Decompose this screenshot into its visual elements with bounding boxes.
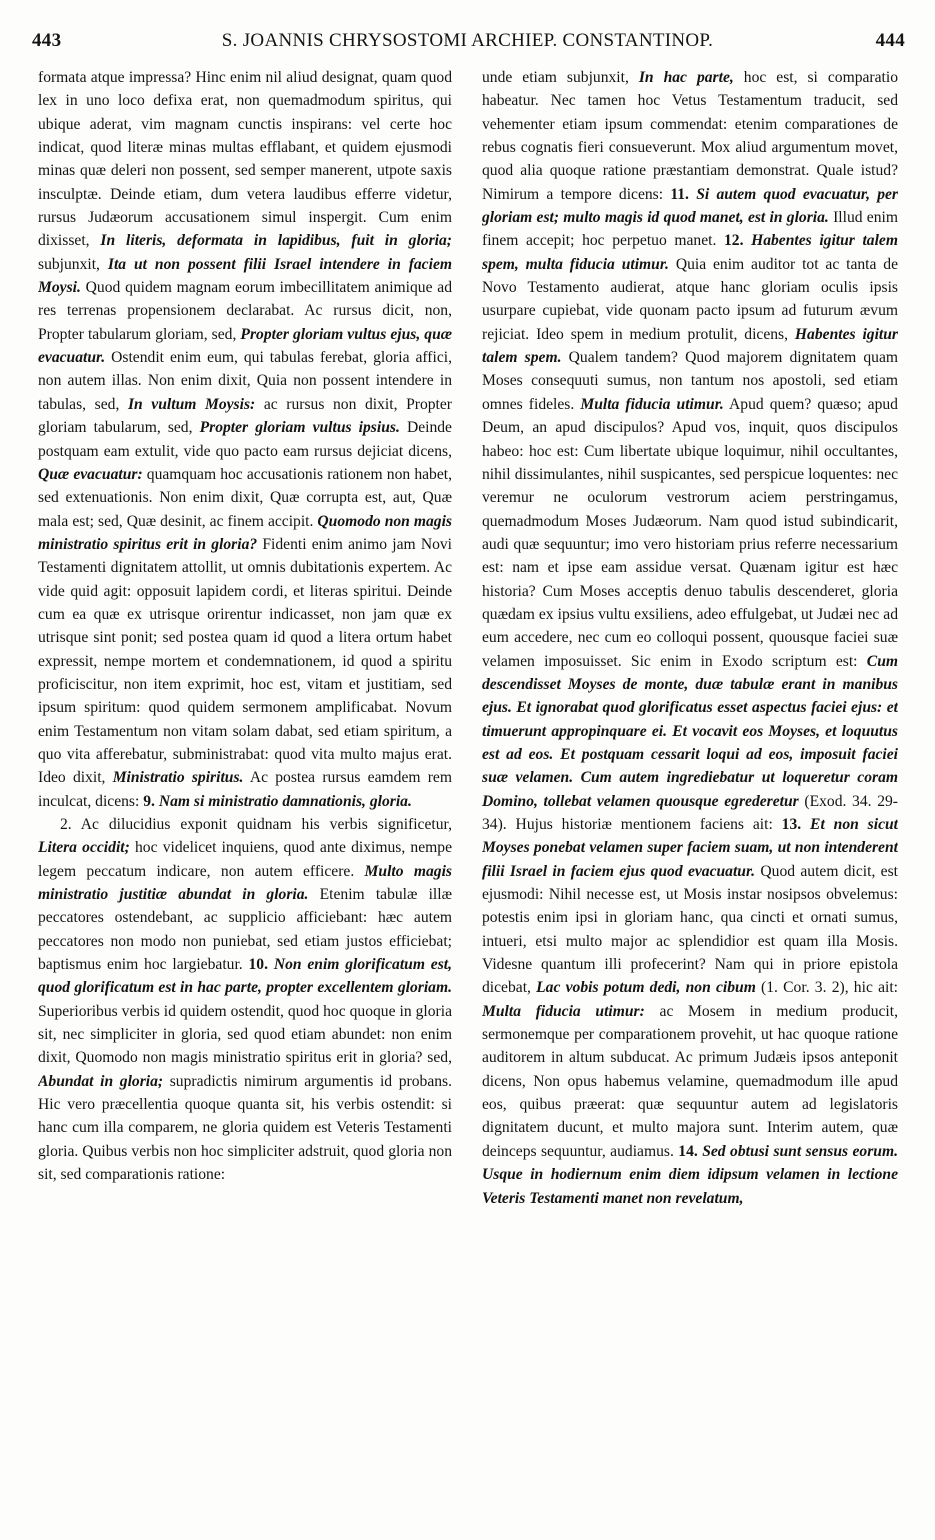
page-number-right: 444 — [875, 30, 905, 51]
body-text: ac rursus non dixit, Propter gloriam tabularum, sed, — [38, 395, 452, 437]
verse-number: 13. — [781, 816, 802, 833]
scripture-quote: In vultum Moysis: — [127, 395, 256, 413]
scripture-quote: Sed obtusi sunt sensus eorum. Usque in hodiernum enim diem idipsum velamen in lectione Veteris Testamenti manet non revelatum, — [482, 1142, 898, 1207]
body-text: supradictis nimirum argumentis id probans. Hic vero præcellentia quoque quanta sit, his verbis ostendit: si hanc cum illa comparem, ne gloria quidem est Veteris Testamenti gloria. Quibus verbis non hoc simpliciter adstruit, quod gloria non sit, sed comparationis ratione: — [38, 1072, 452, 1184]
running-title: S. JOANNIS CHRYSOSTOMI ARCHIEP. CONSTANTINOP. — [221, 30, 714, 51]
body-text: quamquam hoc accusationis rationem non habet, sed extenuationis. Non enim dixit, Quæ corrupta est, aut, Quæ mala est; sed, Quæ desinit, ac finem accipit. — [38, 465, 452, 530]
scripture-quote: Lac vobis potum dedi, non cibum — [536, 979, 756, 997]
scripture-quote: In hac parte, — [638, 69, 734, 86]
paragraph-3 — [482, 66, 898, 1210]
scripture-quote: Quæ evacuatur: — [38, 465, 143, 483]
body-text: unde etiam subjunxit, — [482, 69, 639, 86]
running-header — [28, 30, 907, 60]
scripture-quote: Ita ut non possent filii Israel intendere in faciem Moysi. — [38, 255, 452, 297]
scripture-quote: Multa fiducia utimur. — [580, 395, 724, 413]
left-column — [38, 66, 452, 1536]
scripture-quote: Quomodo non magis ministratio spiritus erit in gloria? — [38, 512, 452, 553]
body-text: Illud enim finem accepit; hoc perpetuo manet. — [482, 209, 898, 250]
verse-number: 9. — [143, 792, 155, 810]
body-text: Etenim tabulæ illæ peccatores ostendebant, ac supplicio afficiebant: hæc autem peccatores non modo non puniebat, sed etiam justos efficiebat; baptismus enim hoc largiebatur. — [38, 886, 452, 974]
body-text: Apud quem? quæso; apud Deum, an apud discipulos? Apud vos, inquit, quos discipulos habeo: hoc est: Cum libertate ubique loquimur, nihil occultantes, nihil dissimulantes, nihil suspicantes, sed perspicue loquentes: nec veremur ne oculorum vestrorum aciem perstringamus, quemadmodum Moses Judæorum. Nam quod istud subindicarit, audi quæ sequuntur; imo vero historiam prius referre necessarium est: nam et ipse eam assidue versat. Quænam igitur est hæc historia? Cum Moses acceptis denuo tabulis descenderet, gloria quædam ex ipsius vultu exsiliens, adeo effulgebat, ut Judæi nec ad eum accedere, nec cum eo colloqui possent, quousque faciei suæ velamen imposuisset. Sic enim in Exodo scriptum est: — [482, 395, 898, 670]
scripture-quote: Nam si ministratio damnationis, gloria. — [158, 792, 412, 810]
body-text: Quod quidem magnam eorum imbecillitatem animique ad res terrenas propensionem declarabat. Ac rursus dicit, non, Propter tabularum gloriam, sed, — [38, 279, 452, 343]
scripture-quote: Ministratio spiritus. — [112, 769, 244, 787]
scripture-quote: Et non sicut Moyses ponebat velamen super faciem suam, ut non intenderent filii Israel in faciem ejus quod evacuatur. — [482, 816, 898, 880]
body-text: Ac postea rursus eamdem rem inculcat, dicens: — [38, 769, 452, 810]
scripture-quote: Cum descendisset Moyses de monte, duæ tabulæ erant in manibus ejus. Et ignorabat quod glorificatus esset aspectus faciei ejus: et timuerunt appropinquare ei. Et vocavit eos Moyses, et loquutus est ad eos. Et postquam cessarit loqui ad eos, imposuit faciei suæ velamen. Cum autem ingrediebatur ut loqueretur coram Domino, tollebat velamen quousque egrederetur — [482, 652, 898, 810]
scripture-quote: Habentes igitur talem spem. — [482, 325, 898, 367]
scripture-quote: Si autem quod evacuatur, per gloriam est; multo magis id quod manet, est in gloria. — [482, 185, 898, 227]
body-text: Quia enim auditor tot ac tanta de Novo Testamento audierat, atque hanc gloriam oculis ipsis usurpare cupiebat, vide quonam pacto ipsum ad futurum ævum rejiciat. Ideo spem in medium protulit, dicens, — [482, 255, 898, 343]
body-text: (Exod. 34. 29-34). Hujus historiæ mentionem faciens ait: — [482, 792, 898, 833]
body-text: formata atque impressa? Hinc enim nil aliud designat, quam quod lex in uno loco defixa erat, non quemadmodum spiritus, qui ubique aderat, vim magnam cunctis inspirans: vel certe hoc indicat, quod literæ minas multas efflabant, et quidem ejusmodi minas quæ deleri non possent, sed semper manerent, utpote saxis insculptæ. Deinde etiam, dum vetera laudibus efferre videtur, rursus Judæorum accusationem simul inspergit. Cum enim dixisset, — [38, 69, 452, 250]
verse-number: 11. — [670, 185, 689, 203]
body-text: 2. Ac dilucidius exponit quidnam his verbis significetur, — [60, 816, 452, 833]
scripture-quote: Multo magis ministratio justitiæ abundat in gloria. — [38, 862, 452, 904]
verse-number: 12. — [723, 232, 744, 250]
verse-number: 14. — [678, 1142, 698, 1160]
scripture-quote: Multa fiducia utimur: — [482, 1002, 645, 1020]
body-text: ac Mosem in medium producit, sermonemque per comparationem provehit, ut hac quoque ratione auditorem in altum subducat. Ac primum Judæis ipsos anteponit dicens, Non opus habemus velamine, quemadmodum ille apud eos, quibus præerat: quæ sequuntur autem ad legislatoris dignitatem ducunt, et multo majora sunt. Interim autem, quæ deinceps sequuntur, audiamus. — [482, 1002, 898, 1160]
scripture-quote: In literis, deformata in lapidibus, fuit in gloria; — [100, 232, 452, 250]
paragraph-2 — [38, 813, 452, 1187]
body-text: Fidenti enim animo jam Novi Testamenti dignitatem attollit, ut omnis dubitationis expertem. Ac vide quid agit: opposuit lapidem cordi, et literas spiritui. Deinde cum ea quæ ex utrisque orirentur indicasset, non jam quæ ex utrisque sint ponit; sed postea quam id quod a litera ortum habet expressit, nempe mortem et condemnationem, id quod a spiritu proficiscitur, non item exprimit, hoc est, vitam et justitiam, sed ipsum spiritum: quod quidem sermonem amplificabat. Novum enim Testamentum non vitam solam dabat, sed etiam spiritum, a quo vita afferebatur, subministrabat: quod vita multo majus erat. Ideo dixit, — [38, 535, 452, 787]
verse-number: 10. — [248, 956, 268, 974]
body-text: Deinde postquam eam extulit, vide quo pacto eam rursus dejiciat dicens, — [38, 419, 452, 460]
body-text: hoc videlicet inquiens, quod ante diximus, nempe legem peccatum indicare, non autem efficere. — [38, 839, 452, 880]
page-number-left: 443 — [32, 30, 62, 51]
body-text: hoc est, si comparatio habeatur. Nec tamen hoc Vetus Testamentum traducit, sed vehementer etiam ipsum commendat: etenim comparationes de rebus cognatis fieri consueverunt. Mox aliud argumentum movet, quod alia quoque ratione præstantiam demonstrat. Quale istud? Nimirum a tempore dicens: — [482, 69, 898, 203]
body-text: Ostendit enim eum, qui tabulas ferebat, gloria affici, non autem illas. Non enim dixit, Quia non possent intendere in tabulas, sed, — [38, 349, 452, 413]
right-column — [482, 66, 898, 1536]
scripture-quote: Habentes igitur talem spem, multa fiducia utimur. — [482, 232, 898, 273]
scripture-quote: Propter gloriam vultus ejus, quæ evacuatur. — [38, 325, 452, 367]
scripture-quote: Abundat in gloria; — [38, 1072, 164, 1090]
body-text: Quod autem dicit, est ejusmodi: Nihil necesse est, ut Mosis instar nosipsos obvelemus: potestis enim ipsi in gloriam hanc, qua cincti et ornati sumus, intueri, etsi multo major ac splendidior est quam illa Mosis. Videsne quantum illi profecerint? Nam qui in priore epistola dicebat, — [482, 862, 898, 997]
scripture-quote: Litera occidit; — [38, 839, 130, 857]
scripture-quote: Propter gloriam vultus ipsius. — [199, 419, 400, 437]
paragraph-1 — [38, 66, 452, 813]
body-text: Qualem tandem? Quod majorem dignitatem quam Moses consequuti sumus, non tantum nos apostoli, sed etiam omnes fideles. — [482, 349, 898, 413]
body-text: Superioribus verbis id quidem ostendit, quod hoc quoque in gloria sit, nec simpliciter in gloria, sed quod etiam abundet: non enim dixit, Quomodo non magis ministratio spiritus erit in gloria? sed, — [38, 1002, 452, 1067]
body-text: subjunxit, — [38, 255, 108, 273]
scripture-quote: Non enim glorificatum est, quod glorificatum est in hac parte, propter excellentem gloriam. — [38, 956, 452, 997]
body-text: (1. Cor. 3. 2), hic ait: — [755, 979, 898, 997]
